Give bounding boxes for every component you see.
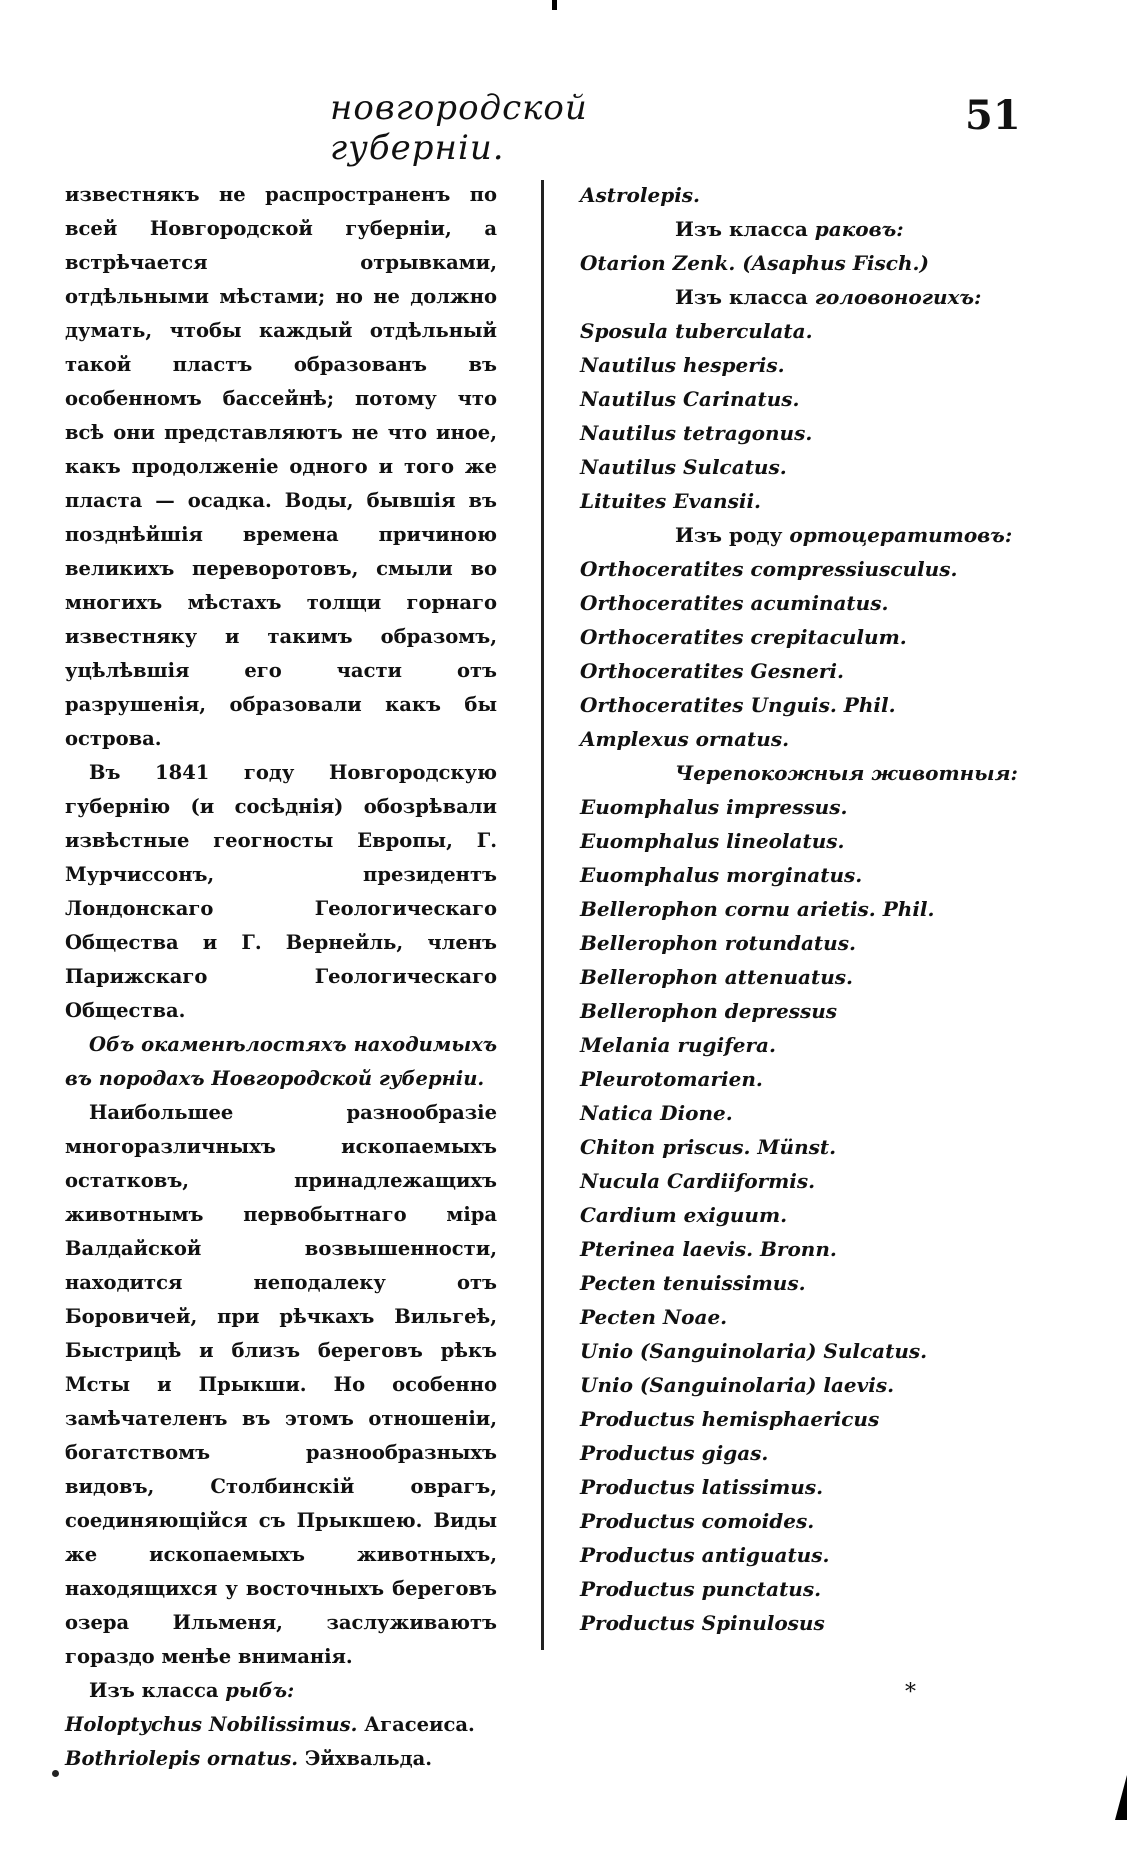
fossil-entry: Euomphalus lineolatus. [580,829,845,853]
class-fish-line [65,1674,497,1708]
fossil-entry: Productus antiguatus. [580,1543,830,1567]
class-name: раковъ: [814,217,904,241]
fossil-entry: Astrolepis. [580,183,701,207]
fossil-entry: Natica Dione. [580,1101,733,1125]
fossil-entry: Nautilus tetragonus. [580,421,813,445]
fossil-entry: Otarion Zenk. (Asaphus Fisch.) [580,251,929,275]
fossil-entry: Nucula Cardiiformis. [580,1169,816,1193]
class-heading-cephalopods [580,280,1050,314]
fossil-entry: Unio (Sanguinolaria) laevis. [580,1373,895,1397]
asterisk-mark: * [905,1680,916,1705]
fish-author: Эйхвальда. [304,1747,433,1770]
class-name: ортоцератитовъ: [789,523,1013,547]
class-label: Изъ класса [675,285,808,309]
fossil-entry: Bellerophon cornu arietis. Phil. [580,897,935,921]
fossil-entry: Lituites Evansii. [580,489,762,513]
column-divider [541,180,544,1650]
fossil-entry: Orthoceratites Gesneri. [580,659,844,683]
page-number: 51 [965,92,1021,139]
fossil-entry: Orthoceratites Unguis. Phil. [580,693,896,717]
fossil-entry: Productus punctatus. [580,1577,822,1601]
fossil-entry: Amplexus ornatus. [580,727,790,751]
class-heading-crustaceans [580,212,1050,246]
class-name: головоногихъ: [814,285,982,309]
speck-mark [52,1770,59,1777]
class-heading-shelled-animals [580,756,1050,790]
fossil-entry: Pterinea laevis. Bronn. [580,1237,837,1261]
paragraph-limestone: известнякъ не распространенъ по всей Новгородской губерніи, а встрѣчается отрывками, отдѣльными мѣстами; но не должно думать, чтобы каждый отдѣльный такой пластъ образованъ въ особенномъ бассейнѣ; потому что всѣ они представляютъ не что иное, какъ продолженіе одного и того же пласта — осадка. Воды, бывшія въ позднѣйшія времена причиною великихъ переворотовъ, смыли во многихъ мѣстахъ толщи горнаго известняку и такимъ образомъ, уцѣлѣвшія его части отъ разрушенія, образовали какъ бы острова. [65,183,497,750]
left-column [65,178,497,1776]
class-label: Изъ класса [675,217,808,241]
fossil-entry: Pecten tenuissimus. [580,1271,806,1295]
genus-heading-orthoceratites [580,518,1050,552]
fossil-entry: Productus Spinulosus [580,1611,825,1635]
fossil-entry: Nautilus Carinatus. [580,387,800,411]
fossil-entry: Melania rugifera. [580,1033,776,1057]
running-header: новгородской губерніи. [330,88,588,168]
paragraph-fossil-diversity: Наибольшее разнообразіе многоразличныхъ ископаемыхъ остатковъ, принадлежащихъ животнымъ первобытнаго міра Валдайской возвышенности, находится неподалеку отъ Боровичей, при рѣчкахъ Вильгеѣ, Быстрицѣ и близъ береговъ рѣкъ Мсты и Прыкши. Но особенно замѣчателенъ въ этомъ отношеніи, богатствомъ разнообразныхъ видовъ, Столбинскій оврагъ, соединяющійся съ Прыкшею. Виды же ископаемыхъ животныхъ, находящихся у восточныхъ береговъ озера Ильменя, заслуживаютъ гораздо менѣе вниманія. [65,1101,497,1668]
fossil-entry: Euomphalus morginatus. [580,863,863,887]
fossil-entry: Bellerophon depressus [580,999,838,1023]
fossil-entry: Bellerophon rotundatus. [580,931,856,955]
fossil-entry: Productus comoides. [580,1509,815,1533]
fossil-entry: Nautilus hesperis. [580,353,785,377]
fish-entry [65,1742,497,1776]
fish-author: Агасеиса. [364,1713,475,1736]
fossil-entry: Bellerophon attenuatus. [580,965,853,989]
fossil-entry: Productus hemisphaericus [580,1407,880,1431]
fossil-entry: Euomphalus impressus. [580,795,848,819]
fossil-entry: Orthoceratites acuminatus. [580,591,889,615]
fish-latin-name: Holoptychus Nobilissimus. [65,1713,358,1736]
corner-mark [1115,1775,1127,1820]
fossil-entry: Sposula tuberculata. [580,319,813,343]
paragraph-geognosts: Въ 1841 году Новгородскую губернію (и сосѣднія) обозрѣвали извѣстные геогносты Европы, Г. Мурчиссонъ, президентъ Лондонскаго Геологическаго Общества и Г. Вернейль, членъ Парижскаго Геологическаго Общества. [65,761,497,1022]
fossil-entry: Unio (Sanguinolaria) Sulcatus. [580,1339,928,1363]
fossil-entry: Pleurotomarien. [580,1067,763,1091]
class-name: Черепокожныя животныя: [675,761,1018,785]
fossil-entry: Nautilus Sulcatus. [580,455,787,479]
top-mark [552,0,557,10]
right-column [580,178,1050,1640]
fossil-entry: Productus gigas. [580,1441,769,1465]
fossil-entry: Pecten Noae. [580,1305,728,1329]
class-name-fish: рыбъ: [225,1679,295,1702]
section-heading-fossils: Объ окаменѣлостяхъ находимыхъ въ породахъ Новгородской губерніи. [65,1033,497,1090]
fossil-entry: Orthoceratites compressiusculus. [580,557,958,581]
fossil-entry: Orthoceratites crepitaculum. [580,625,907,649]
fish-entry [65,1708,497,1742]
class-label: Изъ класса [89,1679,219,1702]
fossil-entry: Productus latissimus. [580,1475,824,1499]
fossil-entry: Cardium exiguum. [580,1203,788,1227]
class-label: Изъ роду [675,523,783,547]
fossil-entry: Chiton priscus. Münst. [580,1135,837,1159]
fish-latin-name: Bothriolepis ornatus. [65,1747,299,1770]
